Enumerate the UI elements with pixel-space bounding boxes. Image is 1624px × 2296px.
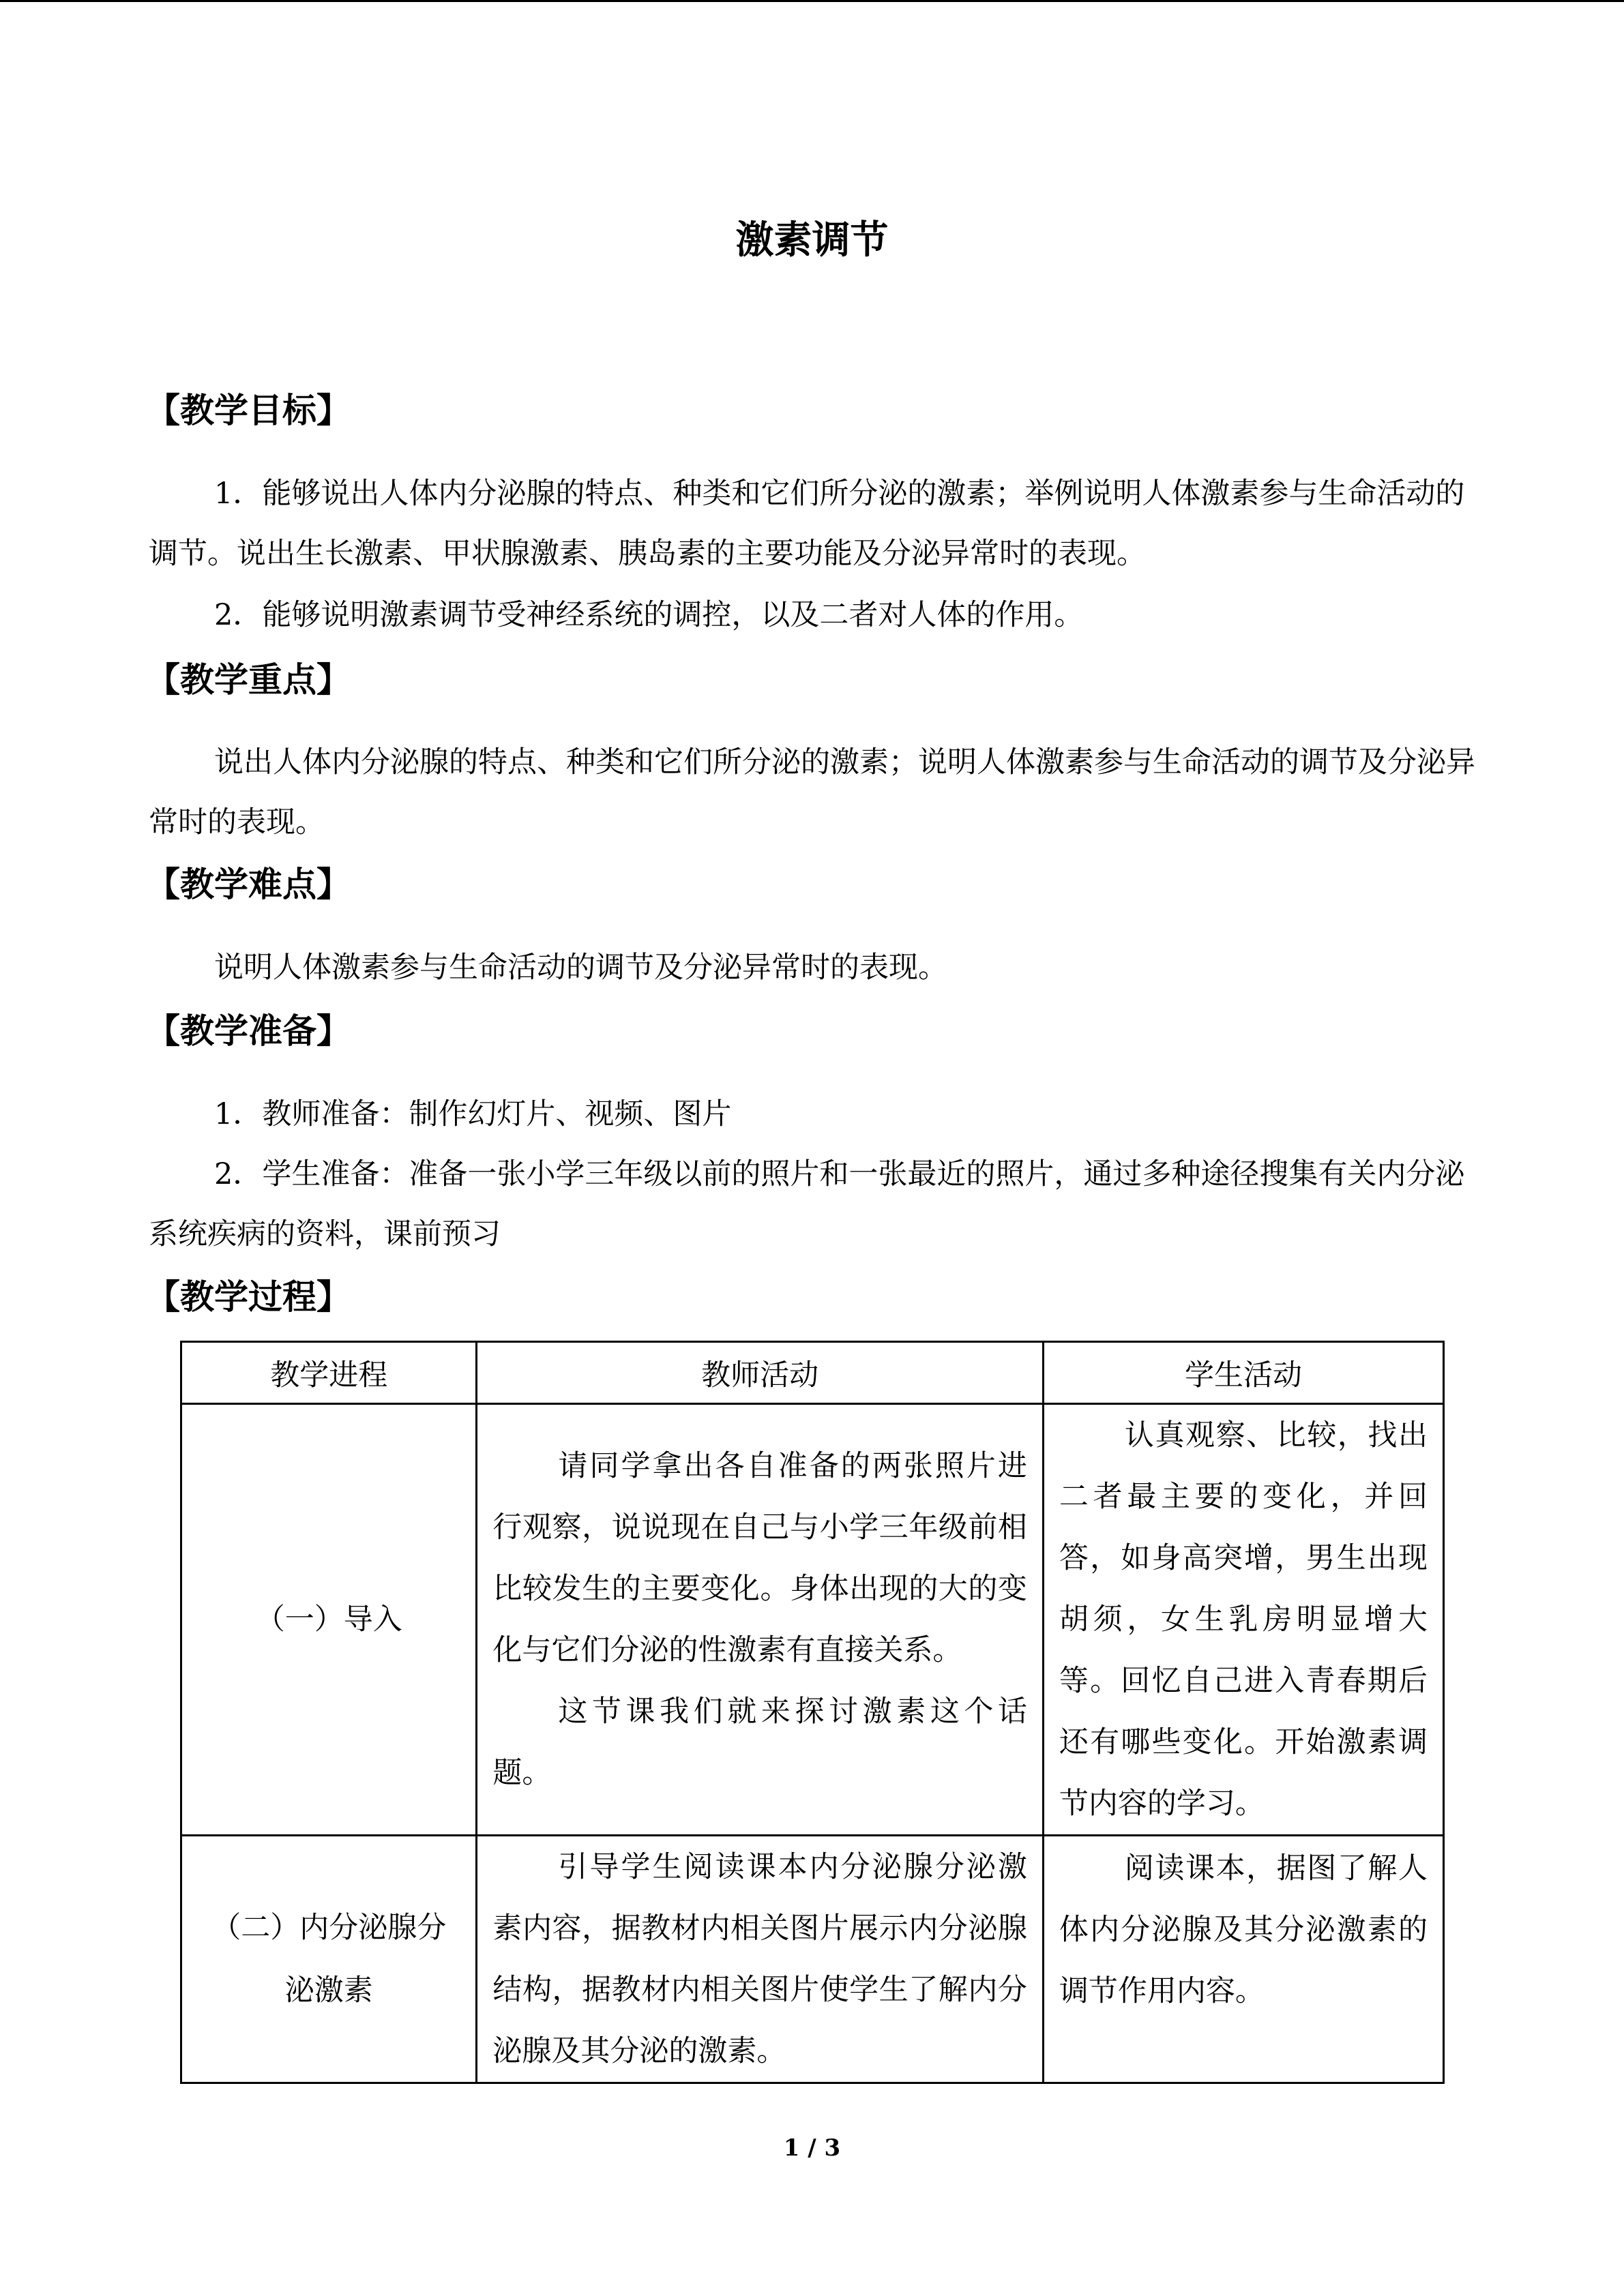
table-header-row xyxy=(181,1342,1444,1404)
goals-item-1: 1．能够说出人体内分泌腺的特点、种类和它们所分泌的激素；举例说明人体激素参与生命活动的调节。说出生长激素、甲状腺激素、胰岛素的主要功能及分泌异常时的表现。 xyxy=(149,477,1465,571)
student-activity-paragraph: 认真观察、比较，找出二者最主要的变化，并回答，如身高突增，男生出现胡须，女生乳房明显增大等。回忆自己进入青春期后还有哪些变化。开始激素调节内容的学习。 xyxy=(1059,1418,1428,1821)
student-activity-cell xyxy=(1043,1404,1443,1836)
column-header-teacher: 教师活动 xyxy=(477,1342,1044,1404)
preparation-item-2: 2．学生准备：准备一张小学三年级以前的照片和一张最近的照片，通过多种途径搜集有关内分泌系统疾病的资料，课前预习 xyxy=(149,1157,1465,1251)
goals-item-2: 2．能够说明激素调节受神经系统的调控，以及二者对人体的作用。 xyxy=(214,598,1084,632)
stage-cell: （一）导入 xyxy=(181,1404,477,1836)
heading-process: 【教学过程】 xyxy=(146,1277,351,1317)
teacher-activity-cell xyxy=(477,1404,1044,1836)
page-title: 激素调节 xyxy=(735,218,889,263)
heading-goals: 【教学目标】 xyxy=(146,391,351,430)
heading-preparation: 【教学准备】 xyxy=(146,1011,351,1051)
table-row xyxy=(181,1404,1444,1836)
teacher-activity-paragraph: 这节课我们就来探讨激素这个话题。 xyxy=(492,1695,1027,1790)
teacher-activity-paragraph: 请同学拿出各自准备的两张照片进行观察，说说现在自己与小学三年级前相比较发生的主要变化。身体出现的大的变化与它们分泌的性激素有直接关系。 xyxy=(492,1449,1027,1667)
top-border-line xyxy=(0,0,1624,2)
heading-key-points: 【教学重点】 xyxy=(146,660,351,700)
teacher-activity-cell xyxy=(477,1836,1044,2083)
teacher-activity-paragraph: 引导学生阅读课本内分泌腺分泌激素内容，据教材内相关图片展示内分泌腺结构，据教材内相关图片使学生了解内分泌腺及其分泌的激素。 xyxy=(492,1850,1027,2068)
student-activity-paragraph: 阅读课本，据图了解人体内分泌腺及其分泌激素的调节作用内容。 xyxy=(1059,1851,1428,2008)
difficulties-text: 说明人体激素参与生命活动的调节及分泌异常时的表现。 xyxy=(214,951,947,985)
page-number: 1 / 3 xyxy=(783,2134,841,2162)
column-header-student: 学生活动 xyxy=(1043,1342,1443,1404)
heading-difficulties: 【教学难点】 xyxy=(146,865,351,904)
student-activity-cell xyxy=(1043,1836,1443,2083)
column-header-stage: 教学进程 xyxy=(181,1342,477,1404)
preparation-item-1: 1．教师准备：制作幻灯片、视频、图片 xyxy=(214,1097,732,1131)
process-table xyxy=(180,1341,1445,2084)
table-row xyxy=(181,1836,1444,2083)
stage-cell: （二）内分泌腺分泌激素 xyxy=(181,1836,477,2083)
key-points-text: 说出人体内分泌腺的特点、种类和它们所分泌的激素；说明人体激素参与生命活动的调节及分泌异常时的表现。 xyxy=(149,745,1475,839)
